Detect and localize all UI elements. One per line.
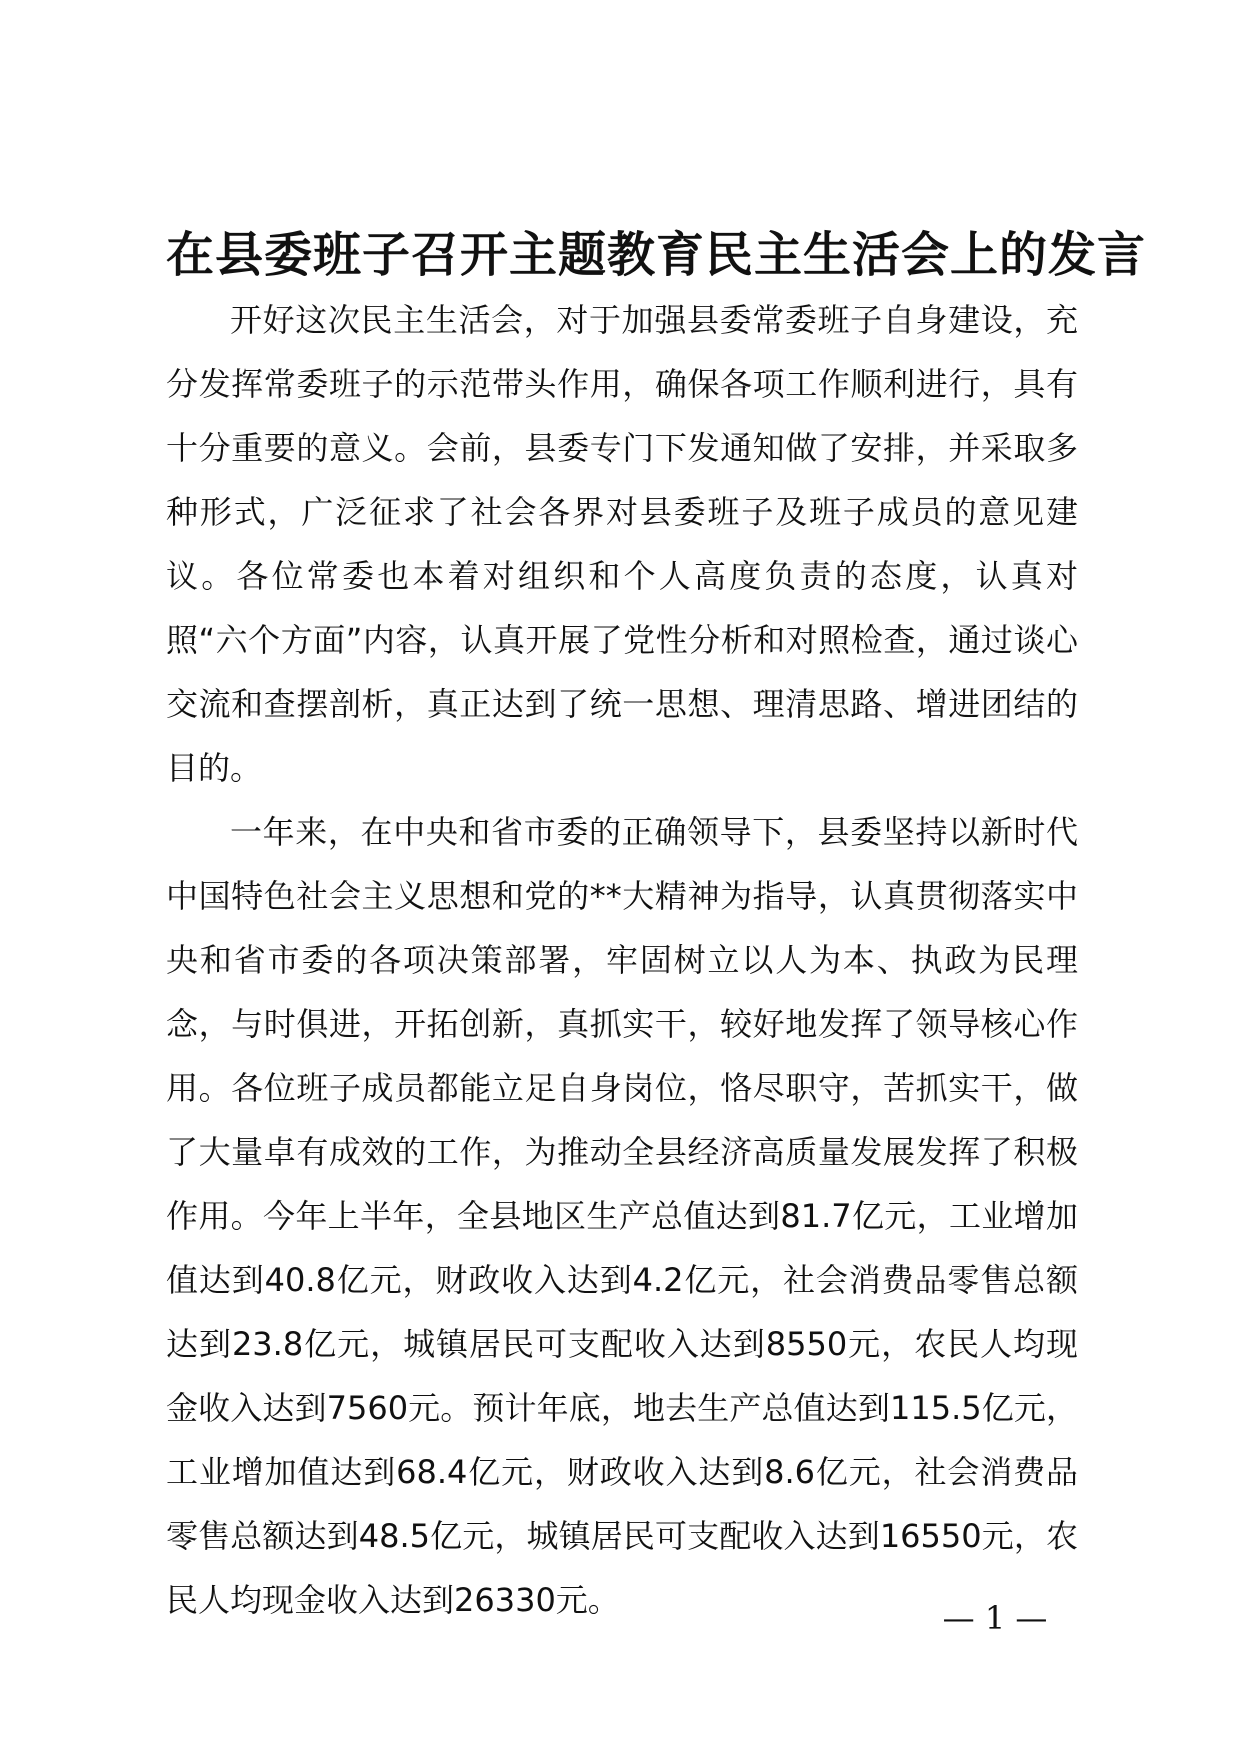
body-paragraph: 开好这次民主生活会，对于加强县委常委班子自身建设，充分发挥常委班子的示范带头作用，确保各项工作顺利进行，具有十分重要的意义。会前，县委专门下发通知做了安排，并采取多种形式，广泛征求了社会各界对县委班子及班子成员的意见建议。各位常委也本着对组织和个人高度负责的态度，认真对照“六个方面”内容，认真开展了党性分析和对照检查，通过谈心交流和查摆剖析，真正达到了统一思想、理清思路、增进团结的目的。 — [166, 301, 1078, 787]
document-body — [166, 288, 1078, 1632]
body-paragraph: 一年来，在中央和省市委的正确领导下，县委坚持以新时代中国特色社会主义思想和党的**大精神为指导，认真贯彻落实中央和省市委的各项决策部署，牢固树立以人为本、执政为民理念，与时俱进，开拓创新，真抓实干，较好地发挥了领导核心作用。各位班子成员都能立足自身岗位，恪尽职守，苦抓实干，做了大量卓有成效的工作，为推动全县经济高质量发展发挥了积极作用。今年上半年，全县地区生产总值达到81.7亿元，工业增加值达到40.8亿元，财政收入达到4.2亿元，社会消费品零售总额达到23.8亿元，城镇居民可支配收入达到8550元，农民人均现金收入达到7560元。预计年底，地去生产总值达到115.5亿元，工业增加值达到68.4亿元，财政收入达到8.6亿元，社会消费品零售总额达到48.5亿元，城镇居民可支配收入达到16550元，农民人均现金收入达到26330元。 — [166, 813, 1078, 1619]
document-title: 在县委班子召开主题教育民主生活会上的发言 — [166, 227, 1147, 283]
page-number: — 1 — — [942, 1599, 1048, 1637]
